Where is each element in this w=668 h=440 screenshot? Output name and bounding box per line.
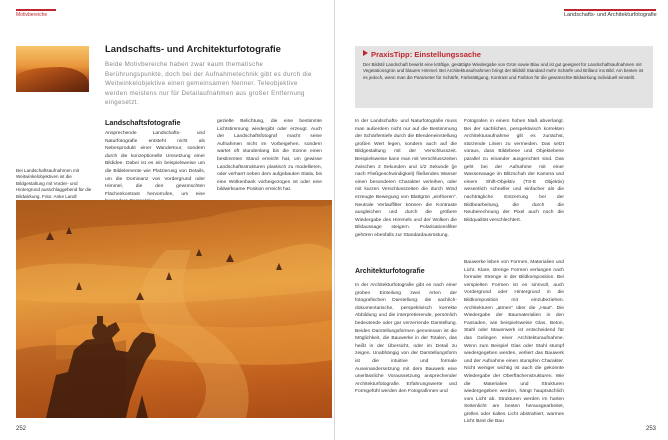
- page-number-left: 252: [16, 426, 27, 432]
- desert-thumbnail-image: [16, 46, 89, 92]
- chapter-title: Landschafts- und Architekturfotografie: [105, 44, 281, 55]
- body-column-1: In der Landschafts- und Naturfotografie muss man außerdem nicht nur auf die Bestimmung der Schärfentiefe durch die Blendeneinstellung großen Wert legen, sondern auch auf die Bildgestaltung mit der Verschlusszeit. Beispielsweise kann man mit Verschlusszeiten zwischen 2 Sekunden und 1/2 Sekunde (je nach Fließgeschwindigkeit) fließendes Wasser einen besonderen Charakter verleihen, oder mit kurzen Verschlusszeiten die durch Wind erzeugte Bewegung von Blattgrün „einfrieren“. Neutrale Verlauffilter können die Kontraste ausgleichen und durch die größere Wiedergabe des Himmels und der Wolken die Bildaussage steigern. Polarisationsfilter gehören ebenfalls zur Standardausrüstung.: [355, 119, 457, 238]
- praxis-tip-body: Der Bildstil Landschaft bewirkt eine kräftige, gesättigte Wiedergabe von Grün sowie Blau und ist gut geeignet für Landschaftsaufnahmen mit Vegetationsgrün und blauem Himmel. Bei Architekturaufnahmen bringt der Bildstil Standard mehr Schärfe und Brillanz ins Bild. Am besten ist es jedoch, wenn man die Parameter für Schärfe, Farbsättigung, Kontrast und Farbton für die gewünschte Bildwirkung individuell einstellt.: [363, 62, 644, 80]
- body-column-3: In der Architekturfotografie gibt es nach einer groben Einteilung zwei Arten der fotografischen Darstellung: die sachlich-dokumentarische, perspektivisch korrekte Abbildung und die interpretierende, persönlich bedeutende oder gar verzerrende Darstellung. Beiden Darstellungsformen gemeinsam ist die Möglichkeit, die Bauwerke in der Totalen, das heißt in der Übersicht, oder im Detail zu zeigen. Unabhängig von der Darstellungsform ist die intuitive und formale Auseinandersetzung mit dem Bauwerk eine unerlässliche Voraussetzung ansprechender Architekturfotografie. Erfahrungswerte und Formgefühl werden den Fotografinnen und: [355, 283, 457, 395]
- body-column-2: gezielte Belichtung, die eine bestimmte Lichtstimmung wiedergibt oder erzeugt. Auch der Landschaftsfotograf macht seine Aufnahmen nicht im Vorbeigehen, sondern wartet oft stundenlang bis die Sonne einen bestimmten Stand erreicht hat, um gewisse Landschaftsstrukturen plastisch zu modellieren, oder verharrt neben dem aufgebauten Stativ, bis eine Wolkenbank vorbeigezogen ist oder eine bildwirksame Position erreicht hat.: [217, 119, 322, 193]
- desert-photo-illustration: [16, 200, 332, 418]
- desert-camel-shadow-photo: [16, 200, 332, 418]
- body-column-2: Fotografen in einem hohen Maß abverlangt. Bei der sachlichen, perspektivisch korrekten Architekturaufnahme gilt es zunächst, stürzende Linien zu vermeiden. Das setzt voraus, dass Bildebene und Objektebene parallel zu einander ausgerichtet sind. Das geht bei der Aufnahme mit einer Wasserwaage im Blitzschuh der Kamera und einem Shift-Objektiv (TS-E Objektiv) wesentlich schneller und einfacher als die nachträgliche Entzerrung bei der Bildbearbeitung, die durch die Neuberechnung der Pixel auch noch die Bildqualität verschlechtert.: [464, 119, 564, 223]
- praxis-tip-title: [363, 50, 481, 59]
- photo-caption: Bei Landschaftsaufnahmen mit Weitwinkelobjektiven ist die Bildgestaltung mit Vorder- und Hintergrund ausschlaggebend für die Bildwirkung. Foto: Anke Landl: [16, 168, 92, 199]
- praxis-tip-box: [355, 46, 653, 108]
- body-column-1: Ansprechende Landschafts- und Naturfotografie entsteht nicht als Nebenprodukt einer Wandertour, sondern durch die konzeptionelle Umsetzung einer Bildidee. Dabei ist es ein beispielsweise um die Bildelemente wie Platzierung von Details, um die Dominanz von Vordergrund oder Himmel, die den gewünschten Flächenkontrast hervorrufen, um eine: [105, 131, 205, 197]
- section-heading-landscape: Landschaftsfotografie: [105, 118, 181, 127]
- chapter-lead: Beide Motivbereiche haben zwar kaum thematische Berührungspunkte, doch bei der Aufnahmetechnik gibt es durch die Weitwinkelobjektive einen gemeinsamen Nenner. Teleobjektive werden meistens nur für Detailaufnahmen aus großer Entfernung eingesetzt.: [105, 61, 312, 106]
- page-number-right: 253: [645, 426, 656, 432]
- section-heading-architecture: Architekturfotografie: [355, 268, 425, 275]
- body-column-4: Bauwerke leben von Formen, Materialien und Licht. Klare, strenge Formen verlangen nach formaler Strenge in der Bildkomposition. Bei verspielten Formen ist es sinnvoll, auch Vordergrund oder Hintergrund in die Bildkomposition mit einzubeziehen. Architekturen „atmen“ über die „Haut“. Die Wiedergabe der Baumaterialien in den Fassaden, wie beispielsweise Glas, Beton, Stahl oder Mauerwerk ist entscheidend für das Gelingen einer Architekturaufnahme. Wenn zum Beispiel Glas oder Stahl stumpf wiedergegeben werden, verliert das Bauwerk und der Aufnahme einen stumpfen Charakter. Nicht weniger wichtig ist auch die gekonnte Wiedergabe der Oberflächenstrukturen. Wie die Materialien und Strukturen wiedergegeben werden, hängt hauptsächlich vom Licht ab. Strukturen werden im harten Seitenlicht am besten herausgearbeitet, grelles oder kaltes Licht abstrahiert, warmes Licht lässt die Bau: [464, 260, 564, 425]
- arrow-right-icon: [363, 50, 368, 56]
- right-page: [335, 0, 668, 440]
- running-head-left: Motivbereiche: [16, 9, 56, 18]
- praxis-tip-title-text: PraxisTipp: Einstellungssache: [371, 50, 482, 59]
- dune-shape: [16, 67, 89, 92]
- running-head-right: Landschafts- und Architekturfotografie: [564, 9, 656, 18]
